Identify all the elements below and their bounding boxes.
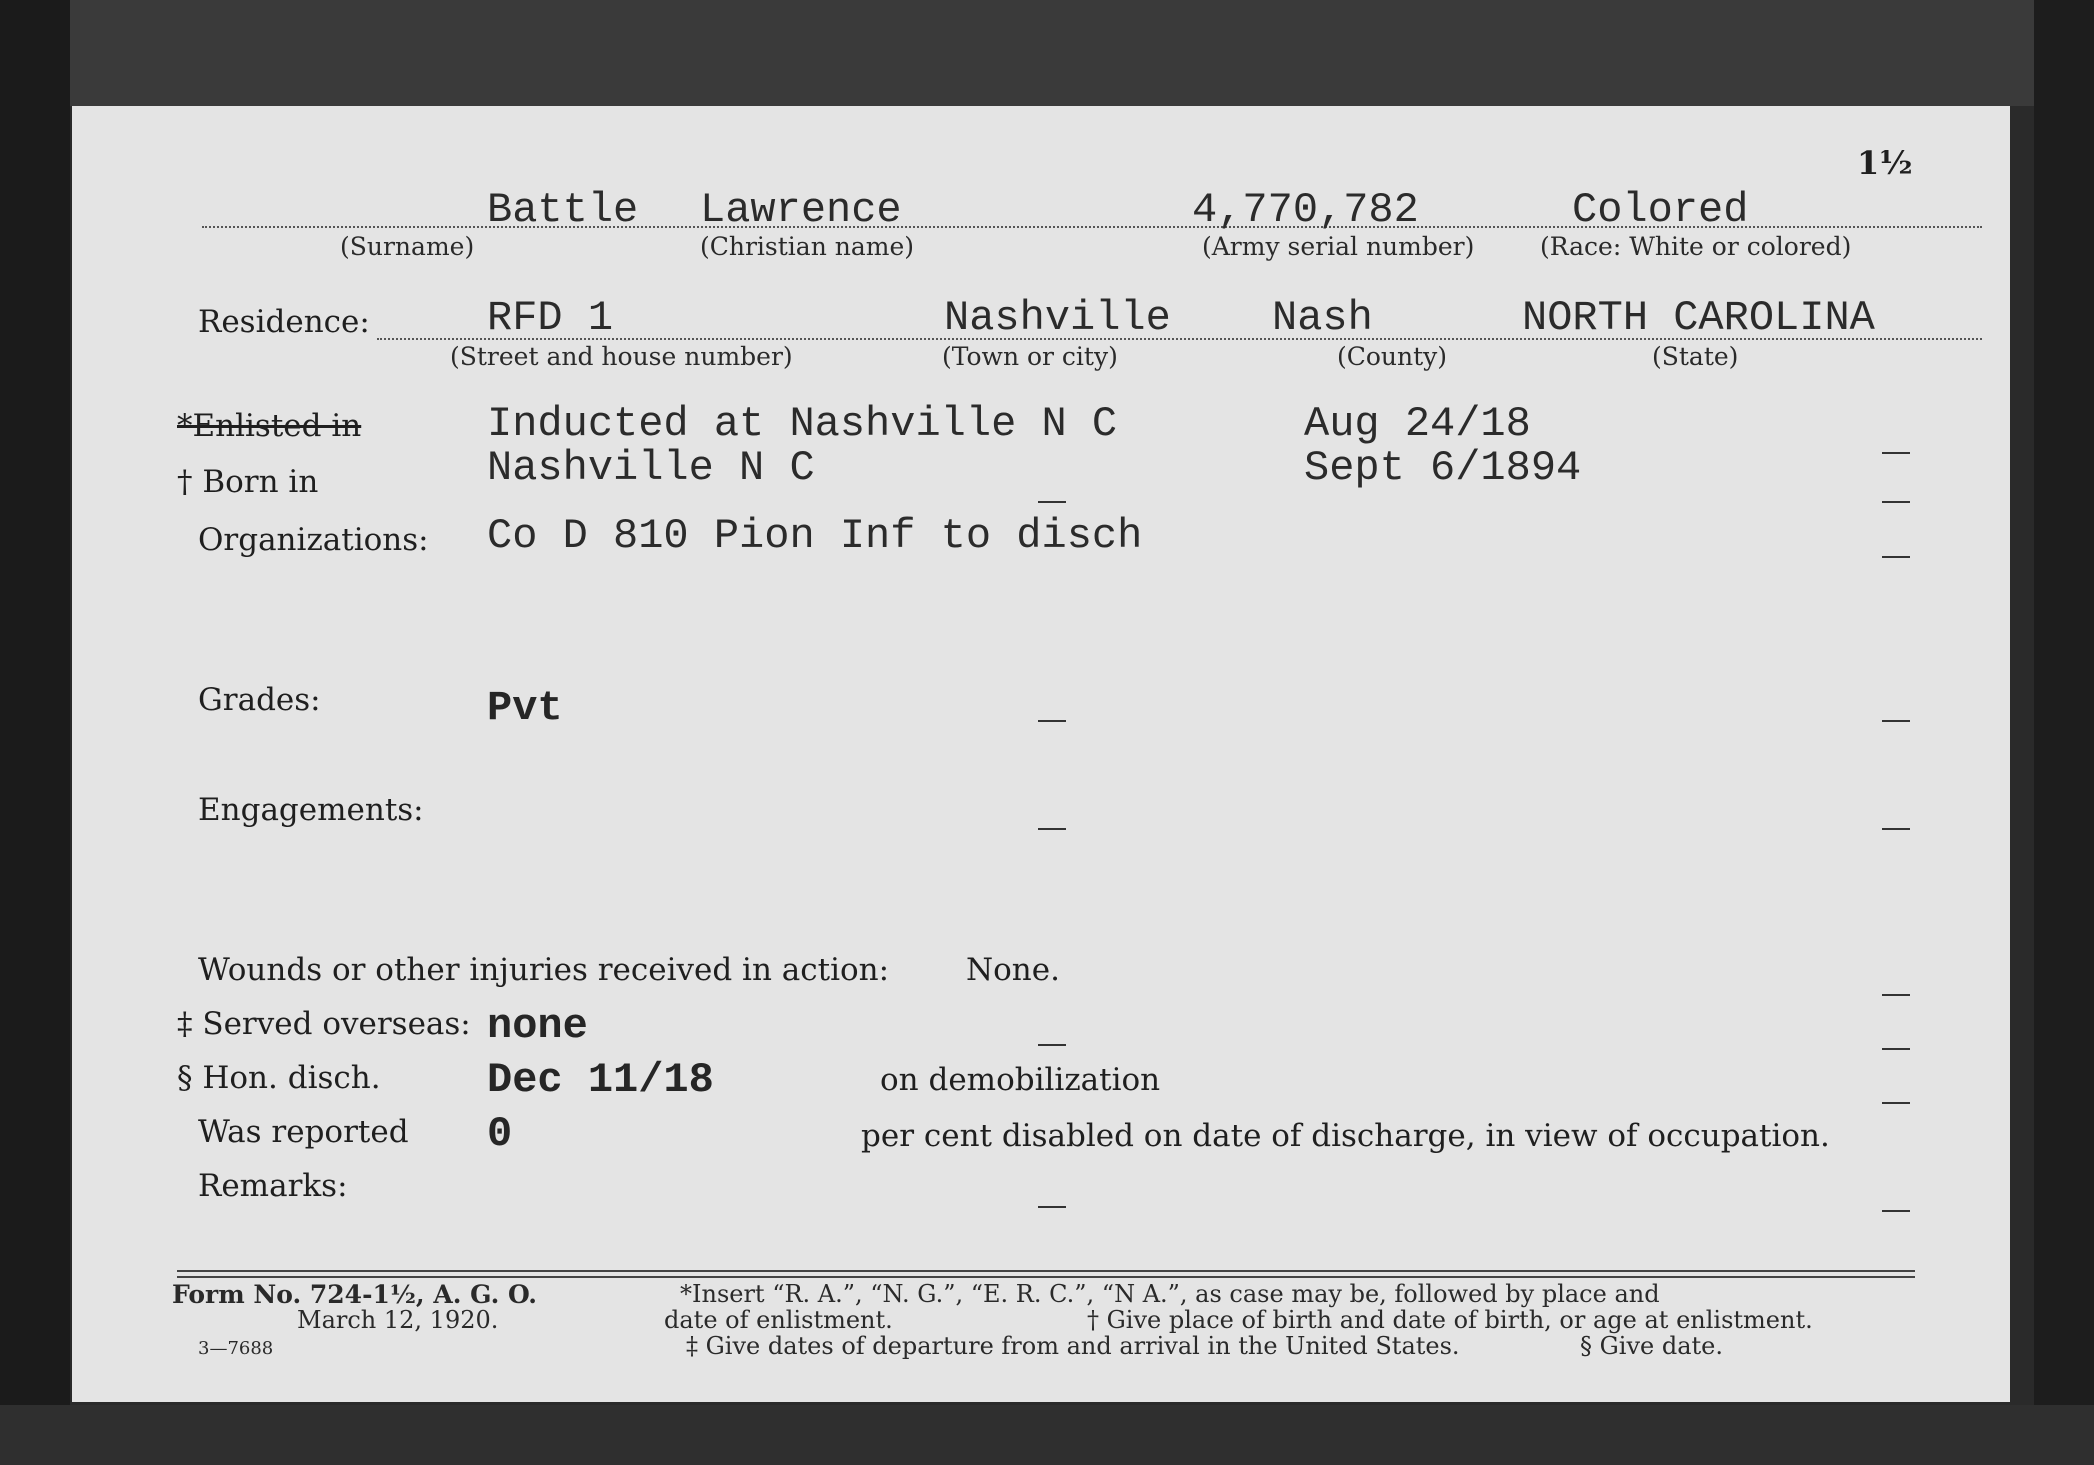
residence-state-value: NORTH CAROLINA — [1522, 294, 1875, 342]
surname-caption: (Surname) — [340, 232, 475, 261]
engagements-dash-right — [1882, 828, 1910, 830]
on-demobilization-label: on demobilization — [880, 1062, 1161, 1098]
born-dash-right — [1882, 501, 1910, 503]
overseas-dash-right — [1882, 1048, 1910, 1050]
overseas-value: none — [487, 1002, 588, 1050]
born-dash-mid — [1038, 501, 1066, 503]
residence-label: Residence: — [198, 304, 370, 340]
inducted-value: Inducted at Nashville N C — [487, 400, 1118, 448]
serial-number-value: 4,770,782 — [1192, 186, 1419, 234]
christian-name-value: Lawrence — [700, 186, 902, 234]
organizations-label: Organizations: — [198, 522, 429, 558]
born-place-value: Nashville N C — [487, 444, 815, 492]
footer-rule-top — [177, 1270, 1915, 1272]
county-caption: (County) — [1337, 342, 1448, 371]
scan-border-right — [2034, 0, 2094, 1465]
print-code: 3—7688 — [198, 1338, 274, 1359]
surname-value: Battle — [487, 186, 639, 234]
enlisted-dash-right — [1882, 452, 1910, 454]
organizations-dash-right — [1882, 556, 1910, 558]
discharge-date-value: Dec 11/18 — [487, 1056, 714, 1104]
footer-rule-bottom — [177, 1276, 1915, 1278]
born-label: † Born in — [177, 464, 319, 500]
scan-border-bottom — [0, 1405, 2094, 1465]
wounds-value: None. — [966, 952, 1060, 988]
overseas-dash-mid — [1038, 1044, 1066, 1046]
wounds-label: Wounds or other injuries received in action: — [198, 952, 890, 988]
footer-note-birth: † Give place of birth and date of birth, or age at enlistment. — [1087, 1306, 1813, 1334]
remarks-label: Remarks: — [198, 1168, 348, 1204]
form-date: March 12, 1920. — [297, 1306, 499, 1334]
grades-dash-mid — [1038, 720, 1066, 722]
residence-town-value: Nashville — [944, 294, 1171, 342]
christian-name-caption: (Christian name) — [700, 232, 915, 261]
footer-note-overseas: ‡ Give dates of departure from and arrival in the United States. — [686, 1332, 1460, 1360]
serial-number-caption: (Army serial number) — [1202, 232, 1475, 261]
born-date-value: Sept 6/1894 — [1304, 444, 1582, 492]
residence-county-value: Nash — [1272, 294, 1373, 342]
state-caption: (State) — [1652, 342, 1739, 371]
service-record-card — [72, 106, 2010, 1402]
was-reported-label: Was reported — [198, 1114, 409, 1150]
overseas-label: ‡ Served overseas: — [177, 1006, 471, 1042]
engagements-dash-mid — [1038, 828, 1066, 830]
per-cent-disabled-label: per cent disabled on date of discharge, in view of occupation. — [861, 1118, 1830, 1154]
hon-disch-dash-right — [1882, 1102, 1910, 1104]
hon-disch-label: § Hon. disch. — [177, 1060, 381, 1096]
footer-note-give-date: § Give date. — [1580, 1332, 1724, 1360]
engagements-label: Engagements: — [198, 792, 424, 828]
street-caption: (Street and house number) — [450, 342, 793, 371]
wounds-dash-right — [1882, 994, 1910, 996]
residence-street-value: RFD 1 — [487, 294, 614, 342]
form-number: Form No. 724-1½, A. G. O. — [172, 1280, 538, 1309]
race-caption: (Race: White or colored) — [1540, 232, 1852, 261]
town-caption: (Town or city) — [942, 342, 1118, 371]
corner-number: 1½ — [1857, 144, 1913, 182]
grades-dash-right — [1882, 720, 1910, 722]
scan-border-left — [0, 0, 70, 1465]
inducted-date-value: Aug 24/18 — [1304, 400, 1531, 448]
footer-note-date-enlistment: date of enlistment. — [664, 1306, 893, 1334]
scan-border-top — [0, 0, 2094, 106]
enlisted-label: *Enlisted in — [177, 408, 362, 444]
remarks-dash-mid — [1038, 1206, 1066, 1208]
grade-value: Pvt — [487, 684, 563, 732]
disabled-percent-value: 0 — [487, 1110, 513, 1158]
organization-value: Co D 810 Pion Inf to disch — [487, 512, 1143, 560]
footer-note-insert: *Insert “R. A.”, “N. G.”, “E. R. C.”, “N A.”, as case may be, followed by place and — [680, 1280, 1660, 1308]
grades-label: Grades: — [198, 682, 321, 718]
race-value: Colored — [1572, 186, 1749, 234]
remarks-dash-right — [1882, 1210, 1910, 1212]
